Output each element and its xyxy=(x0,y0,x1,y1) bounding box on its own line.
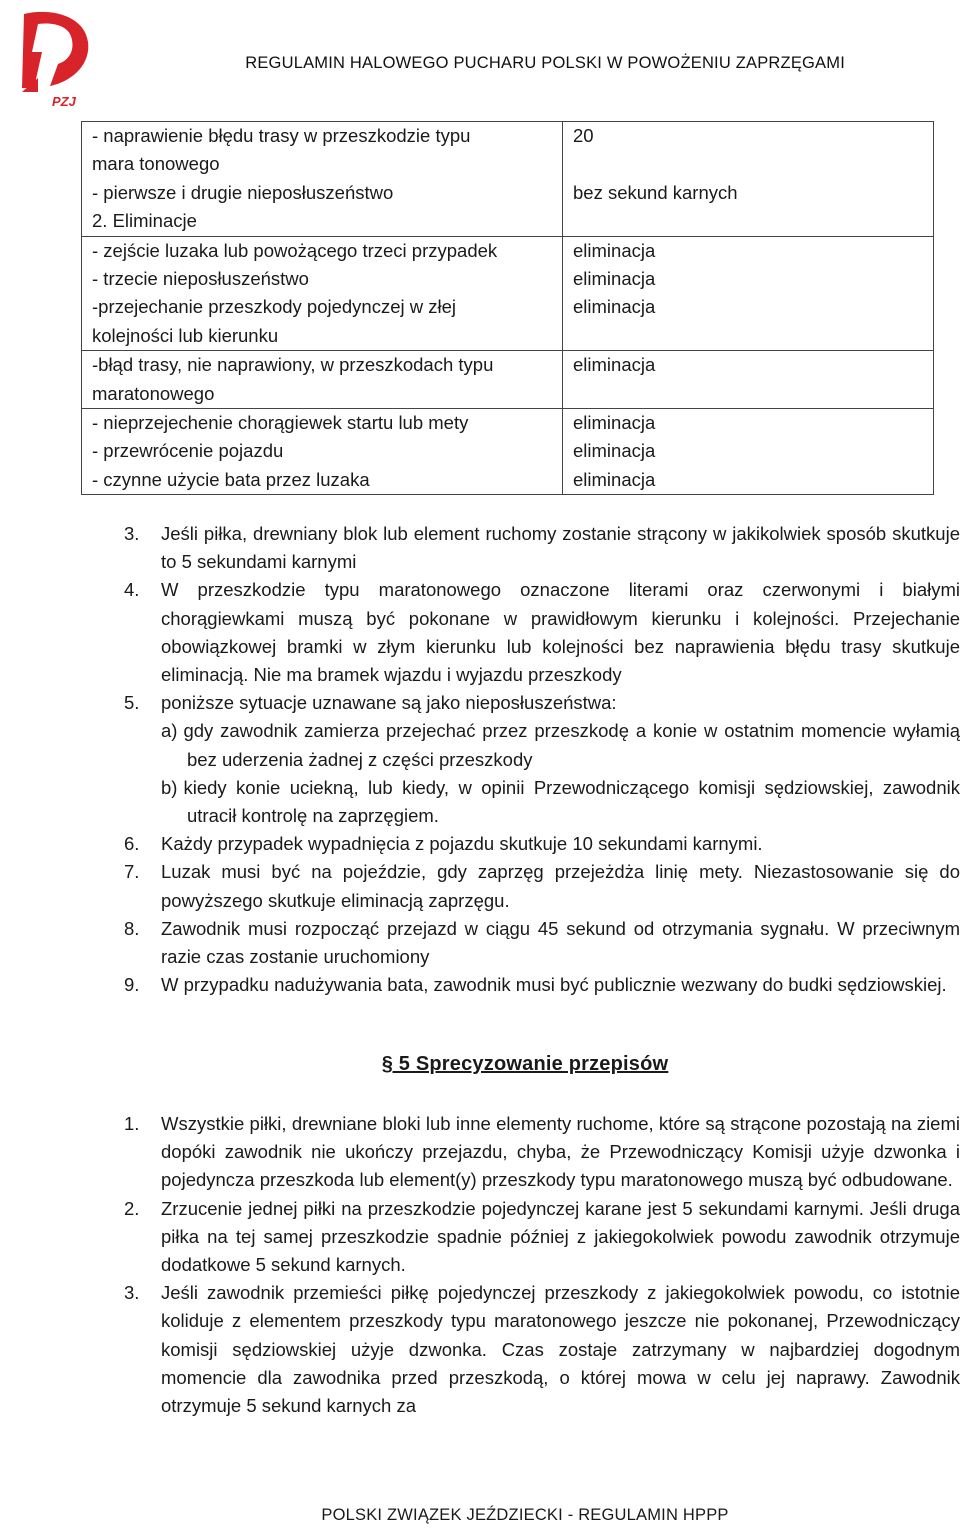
violation-line: mara tonowego xyxy=(92,153,220,175)
penalty-line xyxy=(573,207,923,235)
list-item xyxy=(124,520,960,576)
penalty-line xyxy=(573,322,923,350)
violation-line: kolejności lub kierunku xyxy=(92,324,279,346)
item-number: 4. xyxy=(124,579,140,601)
item-number: 3. xyxy=(124,1282,140,1304)
item-number: 3. xyxy=(124,523,140,544)
item-number: 6. xyxy=(124,833,140,855)
penalty-cell xyxy=(563,236,934,351)
penalty-line: eliminacja xyxy=(573,468,656,490)
sub-item-label: b) xyxy=(161,776,178,798)
violation-line: - pierwsze i drugie nieposłuszeństwo xyxy=(92,181,394,203)
penalty-line: eliminacja xyxy=(573,412,656,434)
penalty-cell xyxy=(563,122,934,237)
list-item xyxy=(124,971,960,999)
item-text: W przypadku nadużywania bata, zawodnik musi być publicznie wezwany do budki sędziowskiej. xyxy=(161,974,947,996)
list-item xyxy=(124,858,960,914)
list-item xyxy=(124,1110,960,1195)
violation-cell xyxy=(82,122,563,237)
violation-line: 2. Eliminacje xyxy=(92,210,197,232)
penalty-line: 20 xyxy=(573,125,594,146)
section-title: § 5 Sprecyzowanie przepisów xyxy=(381,1053,669,1075)
penalties-table xyxy=(81,121,934,495)
item-number: 2. xyxy=(124,1197,140,1219)
penalty-line xyxy=(573,380,923,408)
violation-line: maratonowego xyxy=(92,382,215,404)
table-row xyxy=(82,409,934,495)
violation-cell xyxy=(82,409,563,495)
page-footer: POLSKI ZWIĄZEK JEŹDZIECKI - REGULAMIN HPPP xyxy=(321,1506,729,1524)
penalty-line: bez sekund karnych xyxy=(573,181,738,203)
violation-line: -przejechanie przeszkody pojedynczej w złej xyxy=(92,296,457,318)
violation-line: - trzecie nieposłuszeństwo xyxy=(92,268,309,290)
item-number: 1. xyxy=(124,1113,140,1134)
item-text: Luzak musi być na pojeździe, gdy zaprzęg przejeżdża linię mety. Niezastosowanie się do powyższego skutkuje eliminacją zaprzęgu. xyxy=(161,861,960,911)
penalty-line: eliminacja xyxy=(573,354,656,376)
violation-line: - czynne użycie bata przez luzaka xyxy=(92,468,370,490)
violation-line: -błąd trasy, nie naprawiony, w przeszkodach typu xyxy=(92,354,494,376)
list-item xyxy=(124,689,960,717)
sub-item-text: kiedy konie uciekną, lub kiedy, w opinii Przewodniczącego komisji sędziowskiej, zawodnik utracił kontrolę na zaprzęgiem. xyxy=(183,776,960,827)
penalty-line: eliminacja xyxy=(573,296,656,318)
violation-line: - nieprzejechenie chorągiewek startu lub mety xyxy=(92,412,469,434)
list-item xyxy=(124,1195,960,1280)
svg-text:PZJ: PZJ xyxy=(52,94,76,108)
item-text: W przeszkodzie typu maratonowego oznaczone literami oraz czerwonymi i białymi chorągiewkami muszą być pokonane w prawidłowym kierunku i kolejności. Przejechanie obowiązkowej bramki w złym kierunku lub kolejności bez naprawienia błędu trasy skutkuje eliminacją. Nie ma bramek wjazdu i wyjazdu przeszkody xyxy=(161,579,960,686)
violation-line: - przewrócenie pojazdu xyxy=(92,440,284,462)
violation-cell xyxy=(82,236,563,351)
item-text: poniższe sytuacje uznawane są jako nieposłuszeństwa: xyxy=(161,692,617,714)
item-number: 9. xyxy=(124,974,140,996)
violation-line: - naprawienie błędu trasy w przeszkodzie typu xyxy=(92,125,471,146)
violation-line: - zejście luzaka lub powożącego trzeci przypadek xyxy=(92,239,498,261)
penalty-cell xyxy=(563,351,934,409)
table-row xyxy=(82,236,934,351)
penalty-line: eliminacja xyxy=(573,440,656,462)
header-title: REGULAMIN HALOWEGO PUCHARU POLSKI W POWOŻENIU ZAPRZĘGAMI xyxy=(245,54,845,72)
item-text: Zrzucenie jednej piłki na przeszkodzie pojedynczej karane jest 5 sekundami karnymi. Jeśli druga piłka na tej samej przeszkodzie spadnie później z jakiegokolwiek powodu zawodnik otrzymuje dodatkowe 5 sekund karnych. xyxy=(161,1197,960,1276)
list-item xyxy=(124,915,960,971)
penalty-line: eliminacja xyxy=(573,239,656,261)
penalty-line xyxy=(573,150,923,178)
pzj-logo xyxy=(18,8,96,108)
list-item xyxy=(124,830,960,858)
item-number: 5. xyxy=(124,692,140,714)
item-number: 7. xyxy=(124,861,140,883)
item-text: Wszystkie piłki, drewniane bloki lub inne elementy ruchome, które są strącone pozostają na ziemi dopóki zawodnik nie ukończy przejazdu, chyba, że Przewodniczący Komisji użyje dzwonka i pojedyncza przeszkoda lub element(y) przeszkody typu maratonowego muszą być odbudowane. xyxy=(161,1113,960,1191)
item-text: Jeśli zawodnik przemieści piłkę pojedynczej przeszkody z jakiegokolwiek powodu, co istotnie koliduje z elementem przeszkody typu maratonowego jeszcze nie pokonanej, Przewodniczący komisji sędziowskiej użyje dzwonka. Czas zostaje zatrzymany w najbardziej dogodnym momencie dla zawodnika przed przeszkodą, o której mowa w celu jej naprawy. Zawodnik otrzymuje 5 sekund karnych za xyxy=(161,1282,960,1417)
item-text: Każdy przypadek wypadnięcia z pojazdu skutkuje 10 sekundami karnymi. xyxy=(161,833,763,855)
item-text: Jeśli piłka, drewniany blok lub element ruchomy zostanie strącony w jakikolwiek sposób skutkuje to 5 sekundami karnymi xyxy=(161,523,960,573)
penalty-line: eliminacja xyxy=(573,268,656,290)
penalty-cell xyxy=(563,409,934,495)
list-item xyxy=(124,576,960,689)
sub-item xyxy=(124,774,960,830)
item-number: 8. xyxy=(124,917,140,939)
precision-rules-list xyxy=(124,1110,960,1420)
violation-cell xyxy=(82,351,563,409)
table-row xyxy=(82,122,934,237)
rules-list xyxy=(124,520,960,999)
list-item xyxy=(124,1279,960,1420)
item-text: Zawodnik musi rozpocząć przejazd w ciągu 45 sekund od otrzymania sygnału. W przeciwnym razie czas zostanie uruchomiony xyxy=(161,917,960,968)
sub-item-text: gdy zawodnik zamierza przejechać przez przeszkodę a konie w ostatnim momencie wyłamią bez uderzenia żadnej z części przeszkody xyxy=(183,720,960,770)
sub-item xyxy=(124,717,960,773)
sub-item-label: a) xyxy=(161,720,178,742)
table-row xyxy=(82,351,934,409)
